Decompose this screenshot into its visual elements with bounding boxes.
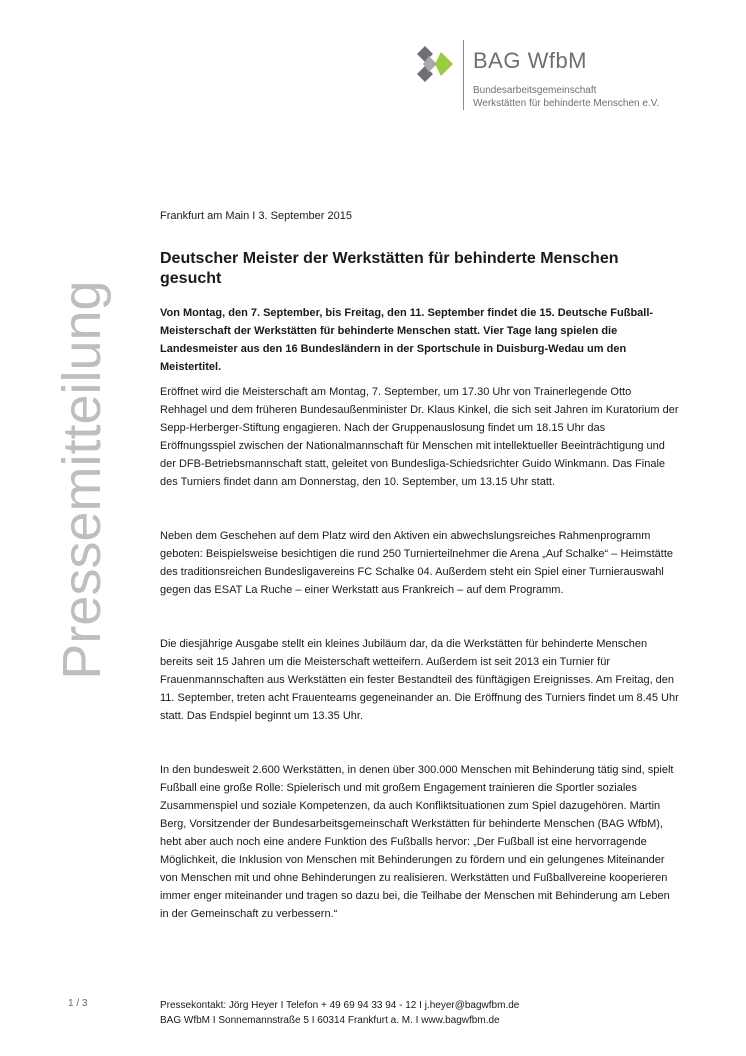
body-paragraph: In den bundesweit 2.600 Werkstätten, in denen über 300.000 Menschen mit Behinderung tätig sind, spielt Fußball eine große Rolle: Spielerisch und mit großem Engagement trainieren die Sportler soziales Zusammenspiel und soziale Kompetenzen, da auch Konfliktsituationen zum Spiel dazugehören. Martin Berg, Vorsitzender der Bundesarbeitsgemeinschaft Werkstätten für behinderte Menschen (BAG WfbM), hebt aber auch noch eine andere Funktion des Fußballs hervor: „Der Fußball ist eine hervorragende Möglichkeit, die Inklusion von Menschen mit Behinderungen zu fördern und ein gelungenes Miteinander von Menschen mit und ohne Behinderungen zu realisieren. Werkstätten und Fußballvereine kooperieren immer enger miteinander und tragen so dazu bei, die Teilhabe der Menschen mit Behinderung am Leben in der Gemeinschaft zu verbessern.“ — [160, 764, 674, 920]
body-paragraph: Neben dem Geschehen auf dem Platz wird den Aktiven ein abwechslungsreiches Rahmenprogramm geboten: Beispielsweise besichtigen die rund 250 Turnierteilnehmer die Arena „Auf Schalke“ – Heimstätte des traditionsreichen Bundesligavereins FC Schalke 04. Außerdem steht ein Spiel einer Turnierauswahl gegen das ESAT La Ruche – einer Werkstatt aus Frankreich – auf dem Programm. — [160, 530, 674, 596]
footer-line-address: BAG WfbM I Sonnemannstraße 5 I 60314 Frankfurt a. M. I www.bagwfbm.de — [160, 1015, 500, 1026]
logo-title: BAG WfbM — [473, 48, 588, 73]
page-number: 1 / 3 — [68, 998, 88, 1009]
vertical-label-container — [52, 250, 112, 710]
lead-paragraph: Von Montag, den 7. September, bis Freitag, den 11. September findet die 15. Deutsche Fußball-Meisterschaft der Werkstätten für behinderte Menschen statt. Vier Tage lang spielen die Landesmeister aus den 16 Bundesländern in der Sportschule in Duisburg-Wedau um den Meistertitel. — [160, 307, 654, 373]
body-paragraph: Die diesjährige Ausgabe stellt ein kleines Jubiläum dar, da die Werkstätten für behinderte Menschen bereits seit 15 Jahren um die Meisterschaft wetteifern. Außerdem ist seit 2013 ein Turnier für Frauenmannschaften aus Werkstätten ein fester Bestandteil des fünftägigen Ereignisses. Am Freitag, den 11. September, treten acht Frauenteams gegeneinander an. Die Eröffnung des Turniers findet um 8.45 Uhr statt. Das Endspiel beginnt um 13.35 Uhr. — [160, 638, 679, 722]
logo-subtitle-line2: Werkstätten für behinderte Menschen e.V. — [473, 98, 660, 109]
logo-subtitle-line1: Bundesarbeitsgemeinschaft — [473, 85, 597, 96]
organization-logo — [415, 40, 715, 120]
headline: Deutscher Meister der Werkstätten für behinderte Menschen gesucht — [160, 250, 619, 287]
logo-divider — [463, 40, 464, 110]
footer-contact — [160, 998, 519, 1028]
dateline: Frankfurt am Main I 3. September 2015 — [160, 210, 352, 222]
footer-line-contact: Pressekontakt: Jörg Heyer I Telefon + 49 69 94 33 94 - 12 I j.heyer@bagwfbm.de — [160, 1000, 520, 1011]
bag-wfbm-logo-icon — [415, 44, 455, 84]
body-paragraph: Eröffnet wird die Meisterschaft am Montag, 7. September, um 17.30 Uhr von Trainerlegende Otto Rehhagel und dem früheren Bundesaußenminister Dr. Klaus Kinkel, die sich seit Jahren im Kuratorium der Sepp-Herberger-Stiftung engagieren. Nach der Gruppenauslosung findet um 18.15 Uhr das Eröffnungsspiel zwischen der Nationalmannschaft für Menschen mit intellektueller Beeinträchtigung und der DFB-Betriebsmannschaft statt, geleitet von Bundesliga-Schiedsrichter Guido Winkmann. Das Finale des Turniers findet dann am Donnerstag, den 10. September, um 13.15 Uhr statt. — [160, 386, 679, 488]
vertical-document-type-label: Pressemitteilung — [52, 280, 112, 680]
